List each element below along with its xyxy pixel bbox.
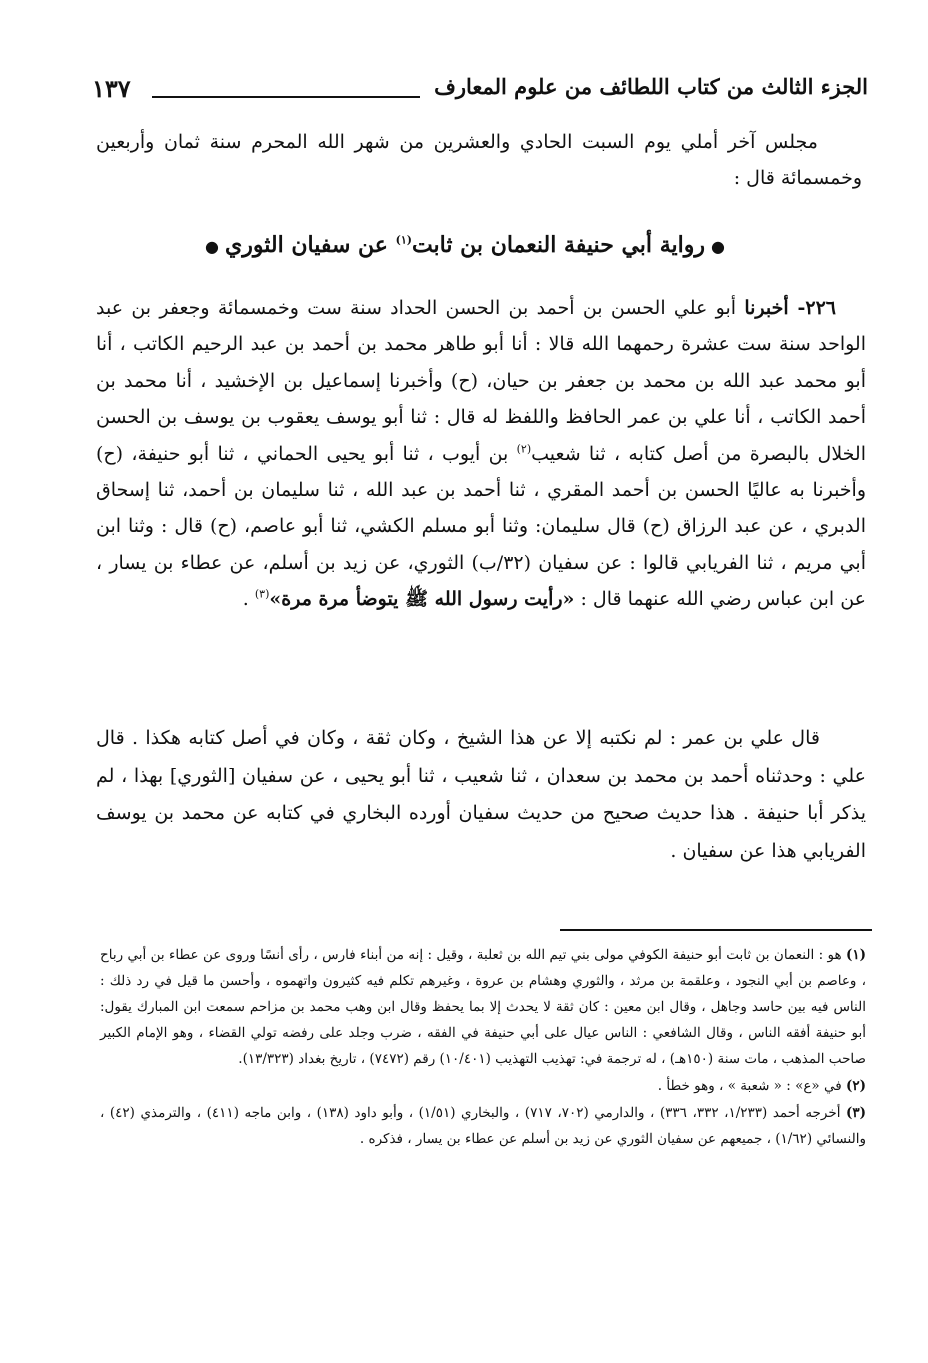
- footnotes: [100, 942, 866, 1153]
- page-number: ١٣٧: [92, 74, 131, 103]
- bullet-icon: ●: [205, 237, 220, 256]
- footnote-number: (١): [845, 947, 866, 963]
- hadith-paragraph: [96, 290, 866, 618]
- footnote-ref-3[interactable]: (٣): [254, 587, 270, 601]
- hadith-chain-part1: أبو علي الحسن بن أحمد بن الحسن الحداد سنة ست وخمسمائة وجعفر بن عبد الواحد سنة ست عشرة رحمهما الله قالا : أنا أبو طاهر محمد بن أحمد بن عبد الرحيم الكاتب ، أنا أبو محمد عبد الله بن محمد بن جعفر بن حيان، (ح) وأخبرنا إسماعيل بن الإخشيد ، أنا محمد بن أحمد الكاتب ، أنا علي بن عمر الحافظ واللفظ له قال : ثنا أبو يوسف يعقوب بن يوسف بن الحسن الخلال بالبصرة من أصل كتابه ، ثنا شعيب: [96, 297, 866, 465]
- page-header: [92, 72, 868, 112]
- session-intro: مجلس آخر أملي يوم السبت الحادي والعشرين من شهر الله المحرم سنة ثمان وأربعين وخمسمائة قال :: [96, 131, 862, 189]
- header-rule: [152, 96, 420, 98]
- running-title: الجزء الثالث من كتاب اللطائف من علوم المعارف: [434, 74, 868, 99]
- hadith-end: .: [242, 588, 255, 611]
- footnote-ref-2[interactable]: (٢): [516, 442, 532, 456]
- hadith-chain-part2: بن أيوب ، ثنا أبو يحيى الحماني ، ثنا أبو حنيفة، (ح) وأخبرنا به عاليًا الحسن بن أحمد المقري ، ثنا أحمد بن عبد الله ، ثنا سليمان بن أحمد، ثنا إسحاق الدبري ، عن عبد الرزاق (ح) قال سليمان: وثنا أبو مسلم الكشي، ثنا أبو عاصم، (ح) قال : وثنا ابن أبي مريم ، ثنا الفريابي قالوا : عن سفيان (٣٢/ب) الثوري، عن زيد بن أسلم، عن عطاء بن يسار ، عن ابن عباس رضي الله عنهما قال :: [96, 442, 866, 611]
- section-heading-tail: عن سفيان الثوري: [225, 232, 396, 258]
- footnote-number: (٢): [845, 1078, 866, 1094]
- footnote-rule: [560, 929, 872, 931]
- footnote-2: [100, 1073, 866, 1099]
- section-heading-main: رواية أبي حنيفة النعمان بن ثابت: [411, 232, 705, 258]
- hadith-number: ٢٢٦- أخبرنا: [744, 297, 836, 319]
- hadith-matn: «رأيت رسول الله ﷺ يتوضأ مرة مرة»: [269, 588, 575, 611]
- footnote-text: في «ع» : « شعبة » ، وهو خطأ .: [657, 1078, 846, 1094]
- footnote-text: هو : النعمان بن ثابت أبو حنيفة الكوفي مولى بني تيم الله بن ثعلبة ، وقيل : إنه من أبناء فارس ، رأى أنسًا وروى عن عطاء بن أبي رباح ، وعاصم بن أبي النجود ، وعلقمة بن مرثد ، والثوري وهشام بن عروة ، وغيرهم تكلم فيه كثيرون واتهموه ، وأحسن ما قيل في رد ذلك : الناس فيه بين حاسد وجاهل ، وقال ابن معين : كان ثقة لا يحدث إلا بما يحفظ وقال ابن وهب محمد بن مزاحم سمعت ابن المبارك يقول: أبو حنيفة أفقه الناس ، وقال الشافعي : الناس عيال على أبي حنيفة في الفقه ، ضرب وجلد على رفضه تولي القضاء ، وهو الإمام الكبير صاحب المذهب ، مات سنة (١٥٠هـ) ، له ترجمة في: تهذيب التهذيب (١٠/٤٠١) رقم (٧٤٧٢) ، تاريخ بغداد (١٣/٣٢٣).: [100, 947, 866, 1067]
- footnote-3: [100, 1100, 866, 1152]
- section-heading: [150, 232, 780, 258]
- commentary-paragraph: قال علي بن عمر : لم نكتبه إلا عن هذا الشيخ ، وكان ثقة ، وكان في أصل كتابه هكذا . قال علي : وحدثناه أحمد بن محمد بن سعدان ، ثنا شعيب ، ثنا أبو يحيى ، عن سفيان [الثوري] بهذا ، لم يذكر أبا حنيفة . هذا حديث صحيح من حديث سفيان أورده البخاري في كتابه عن محمد بن يوسف الفريابي هذا عن سفيان .: [96, 727, 866, 862]
- footnote-number: (٣): [845, 1105, 867, 1121]
- footnote-1: [100, 942, 866, 1072]
- footnote-text: أخرجه أحمد (١/٢٣٣، ٣٣٢، ٣٣٦) ، والدارمي (٧٠٢، ٧١٧) ، والبخاري (١/٥١) ، وأبو داود (١٣٨) ، وابن ماجه (٤١١) ، والترمذي (٤٢) ، والنسائي (١/٦٢) ، جميعهم عن سفيان الثوري عن زيد بن أسلم عن عطاء بن يسار ، فذكره .: [100, 1105, 866, 1147]
- bullet-icon: ●: [710, 237, 725, 256]
- footnote-ref-1[interactable]: (١): [395, 233, 412, 247]
